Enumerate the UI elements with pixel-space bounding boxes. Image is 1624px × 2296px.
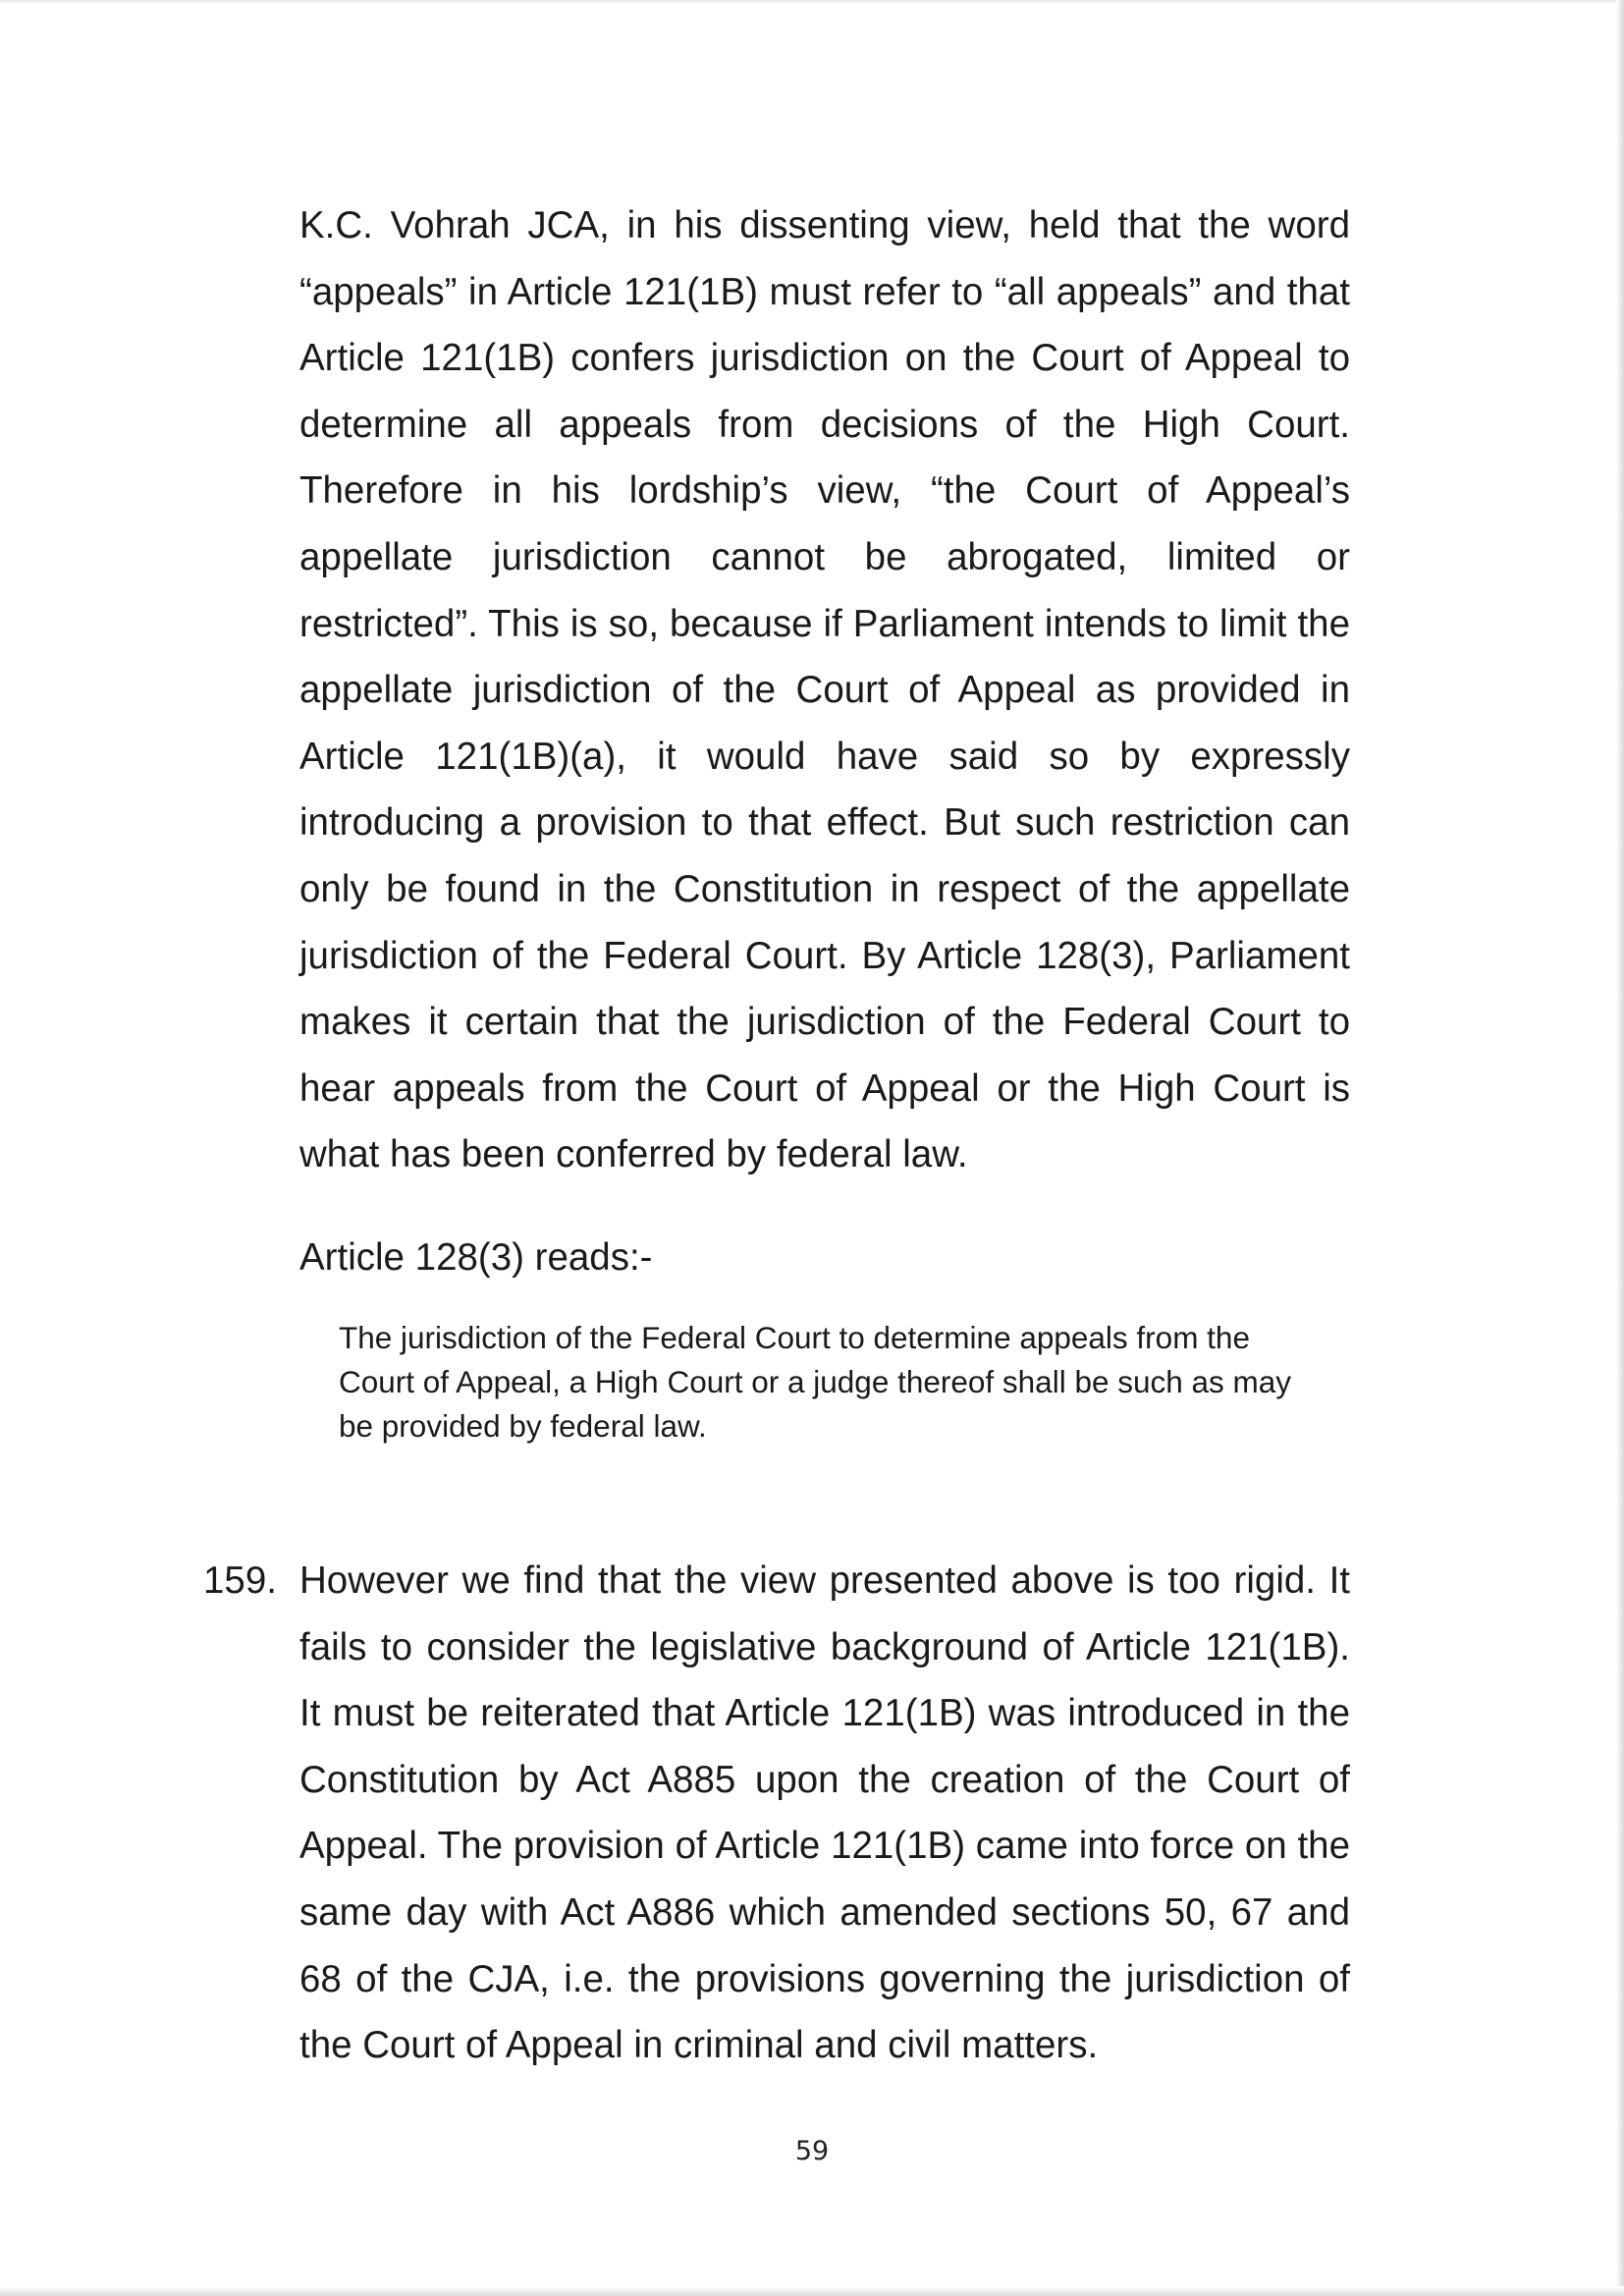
scan-edge-top [0,0,1624,4]
quote-intro: Article 128(3) reads:- [299,1236,653,1279]
page-number: 59 [794,2136,830,2166]
paragraph-dissenting-view: K.C. Vohrah JCA, in his dissenting view, held that the word “appeals” in Article 121(1B) must refer to “all appeals” and that Article 121(1B) confers jurisdiction on the Court of Appeal to determine all appeals from decisions of the High Court. Therefore in his lordship’s view, “the Court of Appeal’s appellate jurisdiction cannot be abrogated, limited or restricted”. This is so, because if Parliament intends to limit the appellate jurisdiction of the Court of Appeal as provided in Article 121(1B)(a), it would have said so by expressly introducing a provision to that effect. But such restriction can only be found in the Constitution in respect of the appellate jurisdiction of the Federal Court. By Article 128(3), Parliament makes it certain that the jurisdiction of the Federal Court to hear appeals from the Court of Appeal or the High Court is what has been conferred by federal law. [299,204,1350,1176]
scan-edge-right [1616,0,1624,2296]
block-quote-article-128-3: The jurisdiction of the Federal Court to determine appeals from the Court of Appeal, a High Court or a judge thereof shall be such as may be provided by federal law. [339,1320,1292,1444]
scan-edge-bottom [0,2286,1624,2296]
paragraph-159-text: However we find that the view presented above is too rigid. It fails to consider the legislative background of Article 121(1B). It must be reiterated that Article 121(1B) was introduced in the Constitution by Act A885 upon the creation of the Court of Appeal. The provision of Article 121(1B) came into force on the same day with Act A886 which amended sections 50, 67 and 68 of the CJA, i.e. the provisions governing the jurisdiction of the Court of Appeal in criminal and civil matters. [299,1559,1350,2067]
paragraph-number: 159. [203,1559,277,1602]
